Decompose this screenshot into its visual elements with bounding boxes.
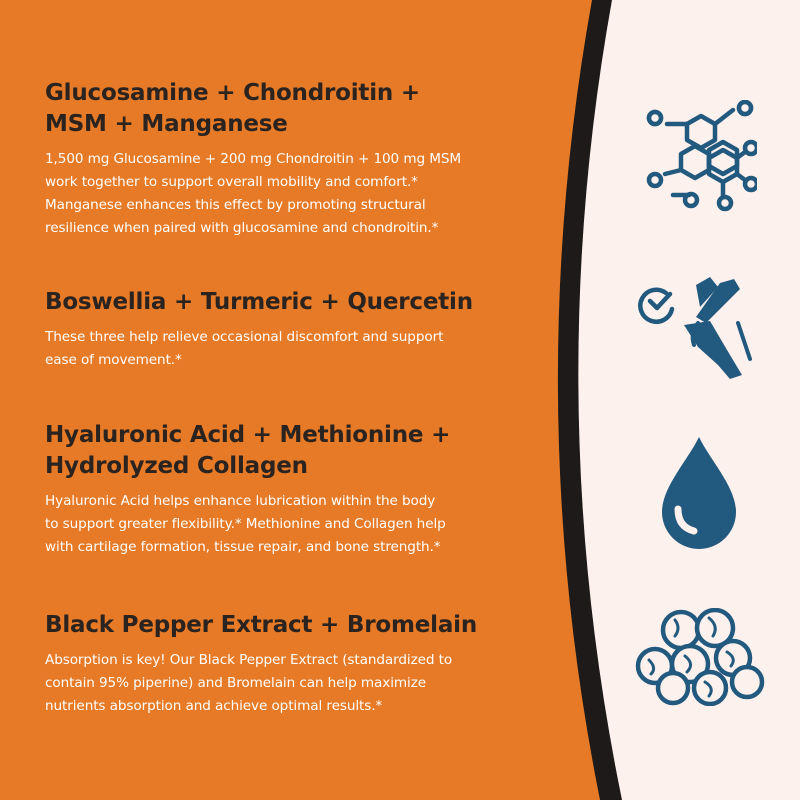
- body-line: with cartilage formation, tissue repair, and bone strength.*: [45, 539, 441, 555]
- body-line: 1,500 mg Glucosamine + 200 mg Chondroitin + 100 mg MSM: [45, 151, 461, 167]
- water-drop-icon: [658, 435, 740, 553]
- body-line: work together to support overall mobility and comfort.*: [45, 174, 418, 190]
- section-title-line: Hyaluronic Acid + Methionine +: [45, 422, 451, 448]
- body-line: to support greater flexibility.* Methionine and Collagen help: [45, 516, 446, 532]
- section-title-line: Glucosamine + Chondroitin +: [45, 80, 420, 106]
- check-circle-icon: [640, 290, 672, 322]
- section-body: [45, 326, 565, 372]
- section-body: [45, 490, 565, 559]
- section-title: [45, 420, 565, 482]
- section-title-line: Boswellia + Turmeric + Quercetin: [45, 289, 473, 315]
- body-line: Manganese enhances this effect by promoting structural: [45, 197, 426, 213]
- peppercorns-icon: [635, 608, 765, 706]
- section-body: [45, 649, 565, 718]
- section-title-line: Hydrolyzed Collagen: [45, 453, 308, 479]
- body-line: Absorption is key! Our Black Pepper Extract (standardized to: [45, 652, 453, 668]
- section-hyaluronic-acid: [45, 420, 565, 559]
- section-title-line: MSM + Manganese: [45, 111, 288, 137]
- section-title: [45, 287, 565, 318]
- molecule-icon: [645, 100, 757, 212]
- section-glucosamine: [45, 78, 565, 240]
- section-body: [45, 148, 565, 240]
- body-line: resilience when paired with glucosamine and chondroitin.*: [45, 220, 439, 236]
- section-black-pepper: [45, 610, 565, 718]
- body-line: nutrients absorption and achieve optimal results.*: [45, 698, 383, 714]
- body-line: contain 95% piperine) and Bromelain can help maximize: [45, 675, 426, 691]
- knee-joint-check-icon: [638, 275, 758, 380]
- body-line: Hyaluronic Acid helps enhance lubrication within the body: [45, 493, 436, 509]
- body-line: ease of movement.*: [45, 352, 182, 368]
- section-title-line: Black Pepper Extract + Bromelain: [45, 612, 478, 638]
- body-line: These three help relieve occasional discomfort and support: [45, 329, 444, 345]
- section-boswellia: [45, 287, 565, 372]
- section-title: [45, 78, 565, 140]
- section-title: [45, 610, 565, 641]
